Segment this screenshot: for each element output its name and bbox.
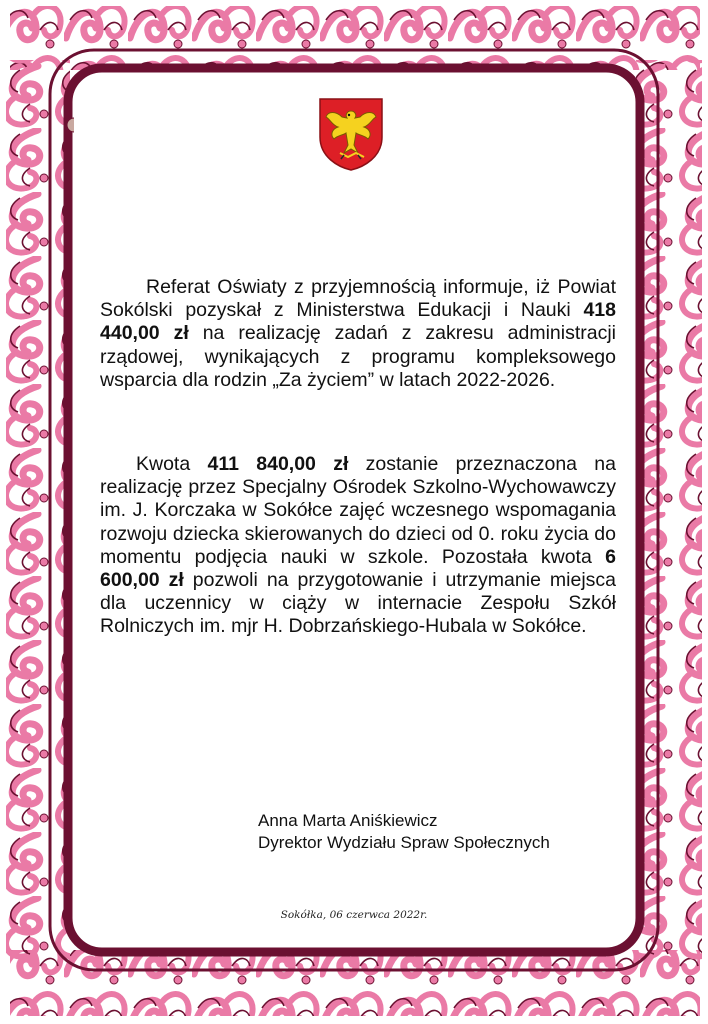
paragraph-allocation-info — [100, 453, 616, 639]
amount-dormitory: 6 600,00 zł — [100, 545, 616, 592]
paragraph2-text-a: Kwota — [136, 453, 208, 475]
paragraph2-text-b: zostanie przeznaczona na realizację przez Specjalny Ośrodek Szkolno-Wychowawczy im. J. Korczaka w Sokółce zajęć wczesnego wspomagania rozwoju dziecka skierowanych do dzieci od 0. roku życia do momentu podjęcia nauki w szkole. Pozostała kwota — [100, 453, 616, 568]
sokolka-coat-of-arms-icon — [318, 97, 384, 171]
signature-name: Anna Marta Aniśkiewicz — [258, 811, 438, 830]
signature-block — [258, 810, 550, 854]
place-and-date: Sokółka, 06 czerwca 2022r. — [280, 909, 428, 921]
paragraph2-text-c: pozwoli na przygotowanie i utrzymanie miejsca dla uczennicy w ciąży w internacie Zespołu Szkół Rolniczych im. mjr H. Dobrzańskiego-Hubala w Sokółce. — [100, 569, 616, 638]
paragraph1-text-b: na realizację zadań z zakresu administracji rządowej, wynikających z programu kompleksowego wsparcia dla rodzin „Za życiem” w latach 2022-2026. — [100, 322, 617, 391]
amount-school-center: 411 840,00 zł — [207, 453, 349, 475]
paragraph1-text-a: Referat Oświaty z przyjemnością informuje, iż Powiat Sokólski pozyskał z Ministerstwa Edukacji i Nauki — [100, 276, 616, 322]
paragraph-funding-info — [100, 276, 616, 392]
amount-total: 418 440,00 zł — [100, 299, 616, 345]
signature-title: Dyrektor Wydziału Spraw Społecznych — [258, 833, 550, 852]
